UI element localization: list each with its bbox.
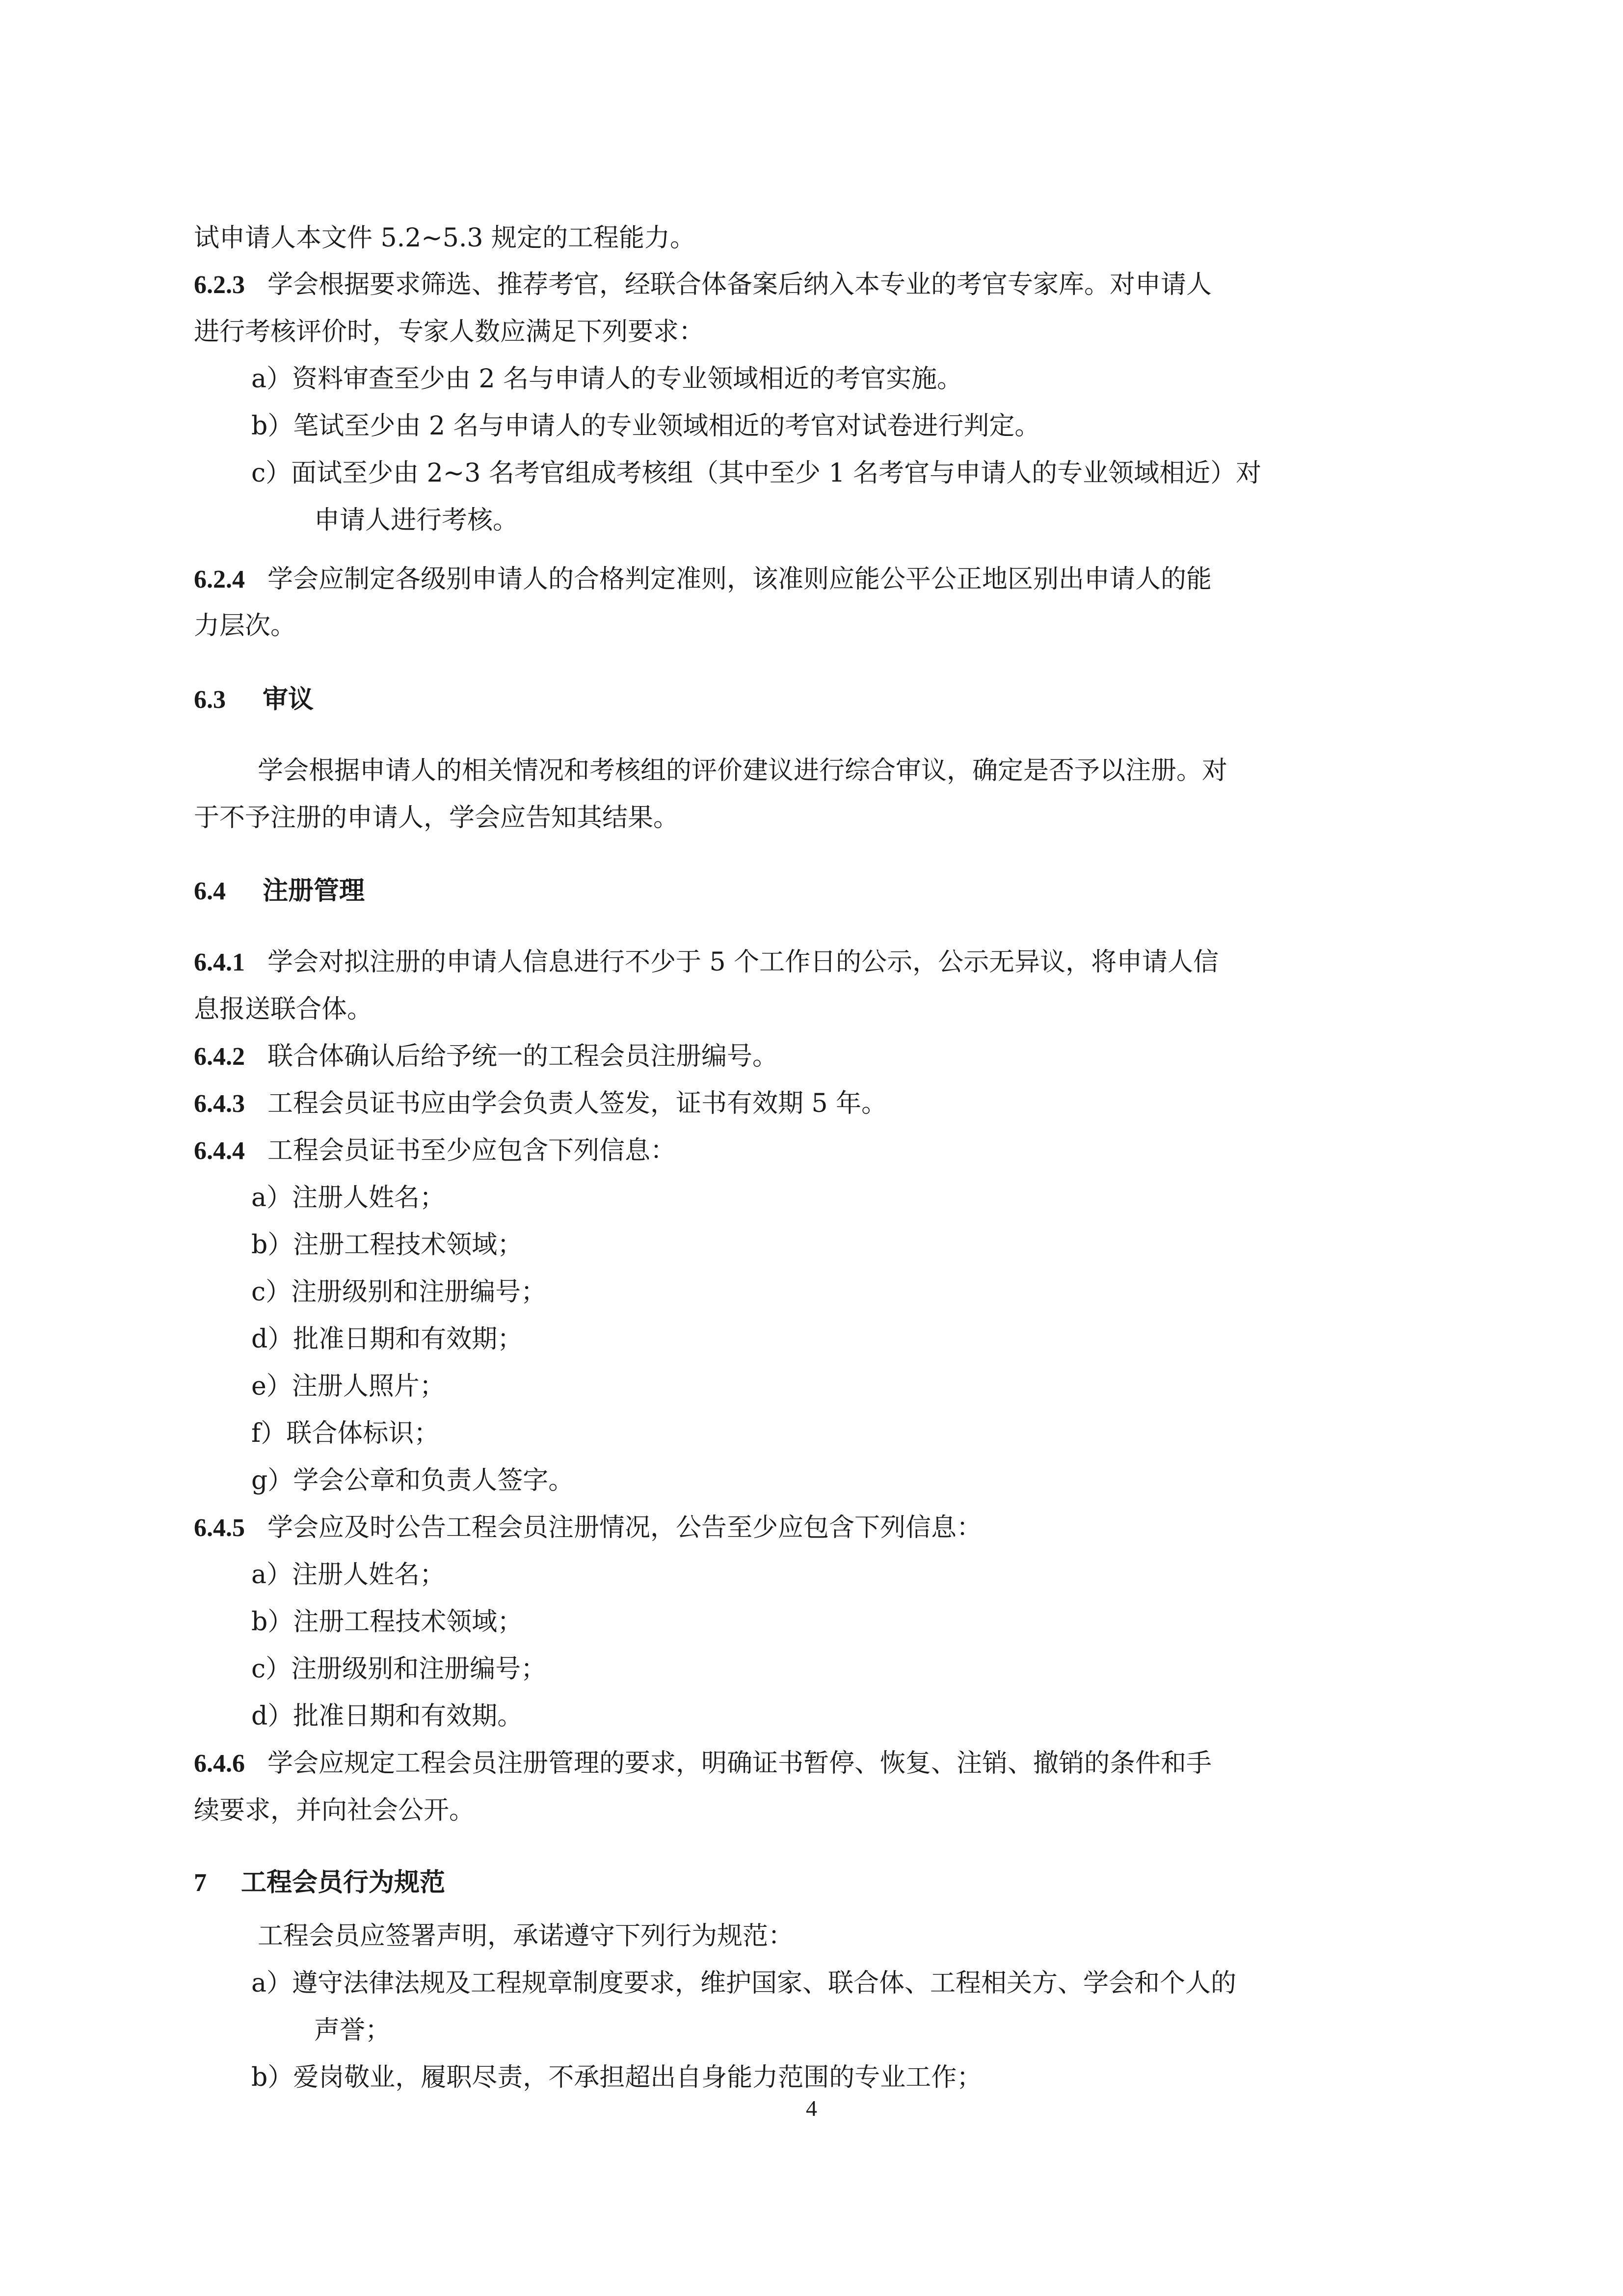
body-line: 进行考核评价时，专家人数应满足下列要求： — [194, 317, 705, 347]
clause-number: 6.2.4 — [194, 566, 245, 594]
list-item: c）注册级别和注册编号； — [251, 1277, 547, 1307]
clause-6-4-4: 6.4.4 工程会员证书至少应包含下列信息： — [194, 1131, 676, 1171]
list-item: b）注册工程技术领域； — [251, 1607, 523, 1637]
clause-number: 6.4.2 — [194, 1043, 245, 1071]
list-item: a）资料审查至少由 2 名与申请人的专业领域相近的考官实施。 — [251, 364, 963, 394]
body-line: 于不予注册的申请人，学会应告知其结果。 — [194, 803, 679, 833]
page-number: 4 — [806, 2096, 817, 2121]
clause-number: 6.4.5 — [194, 1514, 245, 1542]
list-item-continuation: 申请人进行考核。 — [314, 506, 519, 535]
body-line: 试申请人本文件 5.2~5.3 规定的工程能力。 — [194, 223, 696, 253]
clause-number: 6.4.6 — [194, 1750, 245, 1778]
section-number: 6.3 — [194, 686, 226, 714]
body-paragraph: 学会根据申请人的相关情况和考核组的评价建议进行综合审议，确定是否予以注册。对 — [258, 756, 1228, 785]
clause-6-4-5: 6.4.5 学会应及时公告工程会员注册情况，公告至少应包含下列信息： — [194, 1508, 982, 1548]
clause-6-4-3: 6.4.3 工程会员证书应由学会负责人签发，证书有效期 5 年。 — [194, 1084, 887, 1124]
clause-number: 6.4.1 — [194, 948, 245, 976]
list-item: c）面试至少由 2~3 名考官组成考核组（其中至少 1 名考官与申请人的专业领域相近）对 — [251, 459, 1262, 488]
section-heading-7: 7 工程会员行为规范 — [194, 1863, 445, 1903]
clause-6-2-4: 6.2.4 学会应制定各级别申请人的合格判定准则，该准则应能公平公正地区别出申请人的能 — [194, 560, 1212, 599]
clause-6-4-1: 6.4.1 学会对拟注册的申请人信息进行不少于 5 个工作日的公示，公示无异议，将申请人信 — [194, 943, 1219, 982]
body-line: 息报送联合体。 — [194, 995, 373, 1024]
clause-number: 6.2.3 — [194, 271, 245, 299]
list-item: a）注册人姓名； — [251, 1560, 446, 1590]
list-item: f）联合体标识； — [251, 1419, 440, 1448]
clause-6-4-6: 6.4.6 学会应规定工程会员注册管理的要求，明确证书暂停、恢复、注销、撤销的条件和手 — [194, 1744, 1212, 1783]
section-number: 6.4 — [194, 877, 226, 905]
list-item: c）注册级别和注册编号； — [251, 1654, 547, 1684]
clause-6-2-3: 6.2.3 学会根据要求筛选、推荐考官，经联合体备案后纳入本专业的考官专家库。对申请人 — [194, 265, 1212, 305]
list-item: a）注册人姓名； — [251, 1183, 446, 1213]
list-item: d）批准日期和有效期； — [251, 1324, 523, 1354]
section-heading-6-4: 6.4 注册管理 — [194, 871, 365, 911]
list-item: b）爱岗敬业，履职尽责，不承担超出自身能力范围的专业工作； — [251, 2063, 983, 2092]
clause-number: 6.4.4 — [194, 1137, 245, 1165]
list-item: g）学会公章和负责人签字。 — [251, 1466, 574, 1495]
body-line: 续要求，并向社会公开。 — [194, 1796, 475, 1825]
list-item: e）注册人照片； — [251, 1372, 445, 1401]
clause-number: 6.4.3 — [194, 1090, 245, 1118]
list-item-continuation: 声誉； — [314, 2016, 391, 2045]
body-paragraph: 工程会员应签署声明，承诺遵守下列行为规范： — [258, 1921, 794, 1951]
body-line: 力层次。 — [194, 611, 296, 641]
section-number: 7 — [194, 1869, 207, 1897]
section-heading-6-3: 6.3 审议 — [194, 680, 314, 720]
list-item: b）笔试至少由 2 名与申请人的专业领域相近的考官对试卷进行判定。 — [251, 411, 1040, 441]
list-item: b）注册工程技术领域； — [251, 1230, 523, 1260]
list-item: d）批准日期和有效期。 — [251, 1702, 523, 1731]
clause-6-4-2: 6.4.2 联合体确认后给予统一的工程会员注册编号。 — [194, 1037, 778, 1077]
list-item: a）遵守法律法规及工程规章制度要求，维护国家、联合体、工程相关方、学会和个人的 — [251, 1969, 1237, 1998]
